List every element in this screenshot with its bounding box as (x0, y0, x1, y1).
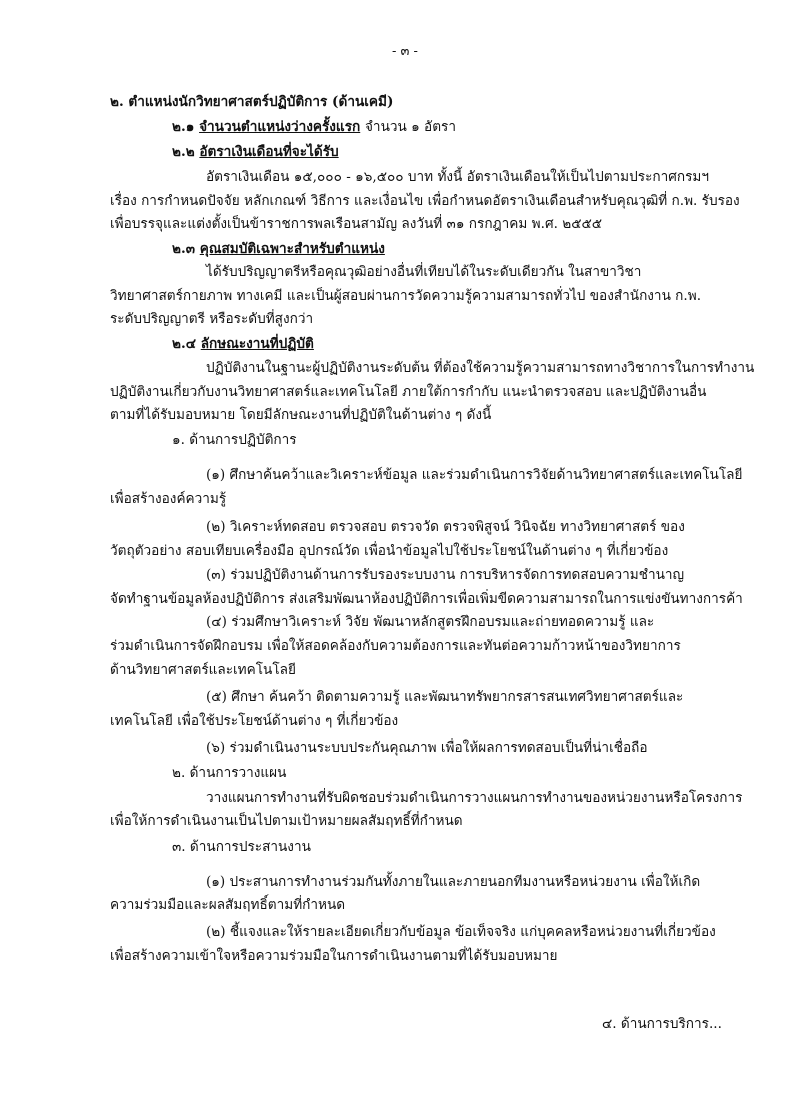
subsection-2-2 (172, 142, 339, 162)
paragraph-line: เรื่อง การกำหนดปัจจัย หลักเกณฑ์ วิธีการ และเงื่อนไข เพื่อกำหนดอัตราเงินเดือนสำหรับคุณวุฒิที่ ก.พ. รับรอง (110, 193, 740, 209)
subsection-value: จำนวน ๑ อัตรา (364, 119, 456, 135)
duty-item-line: เทคโนโลยี เพื่อใช้ประโยชน์ด้านต่าง ๆ ที่เกี่ยวข้อง (110, 713, 399, 729)
paragraph-line: วิทยาศาสตร์กายภาพ ทางเคมี และเป็นผู้สอบผ่านการวัดความรู้ความสามารถทั่วไป ของสำนักงาน ก.พ. (110, 288, 702, 304)
duty-item-line: วางแผนการทำงานที่รับผิดชอบร่วมดำเนินการวางแผนการทำงานของหน่วยงานหรือโครงการ (206, 790, 743, 806)
subsection-2-3 (172, 239, 385, 259)
paragraph-line: เพื่อบรรจุและแต่งตั้งเป็นข้าราชการพลเรือนสามัญ ลงวันที่ ๓๑ กรกฎาคม พ.ศ. ๒๕๕๕ (110, 216, 603, 232)
duty-item-line: เพื่อให้การดำเนินงานเป็นไปตามเป้าหมายผลสัมฤทธิ์ที่กำหนด (110, 813, 463, 829)
subsection-number: ๒.๒ (172, 144, 195, 160)
paragraph-line: ตามที่ได้รับมอบหมาย โดยมีลักษณะงานที่ปฏิบัติในด้านต่าง ๆ ดังนี้ (110, 407, 492, 423)
duty-item-line: (๒) วิเคราะห์ทดสอบ ตรวจสอบ ตรวจวัด ตรวจพิสูจน์ วินิจฉัย ทางวิทยาศาสตร์ ของ (206, 519, 685, 535)
paragraph-line: ปฏิบัติงานในฐานะผู้ปฏิบัติงานระดับต้น ที่ต้องใช้ความรู้ความสามารถทางวิชาการในการทำงาน (206, 360, 755, 376)
subsection-2-4 (172, 334, 314, 354)
page-number: - ๓ - (392, 44, 418, 59)
paragraph-line: ได้รับปริญญาตรีหรือคุณวุฒิอย่างอื่นที่เทียบได้ในระดับเดียวกัน ในสาขาวิชา (206, 264, 642, 280)
duty-item-line: เพื่อสร้างองค์ความรู้ (110, 491, 227, 507)
paragraph-line: อัตราเงินเดือน ๑๕,๐๐๐ - ๑๖,๕๐๐ บาท ทั้งนี้ อัตราเงินเดือนให้เป็นไปตามประกาศกรมฯ (206, 169, 709, 185)
duty-item-line: (๑) ประสานการทำงานร่วมกันทั้งภายในและภายนอกทีมงานหรือหน่วยงาน เพื่อให้เกิด (206, 874, 701, 890)
duty-item-line: จัดทำฐานข้อมูลห้องปฏิบัติการ ส่งเสริมพัฒนาห้องปฏิบัติการเพื่อเพิ่มขีดความสามารถในการแข่งขันทางการค้า (110, 591, 743, 607)
subsection-number: ๒.๑ (172, 119, 195, 135)
subsection-heading: คุณสมบัติเฉพาะสำหรับตำแหน่ง (199, 241, 385, 257)
paragraph-line: ปฏิบัติงานเกี่ยวกับงานวิทยาศาสตร์และเทคโนโลยี ภายใต้การกำกับ แนะนำตรวจสอบ และปฏิบัติงานอื่น (110, 384, 707, 400)
duty-item-line: ความร่วมมือและผลสัมฤทธิ์ตามที่กำหนด (110, 897, 346, 913)
duty-item-line: (๕) ศึกษา ค้นคว้า ติดตามความรู้ และพัฒนาทรัพยากรสารสนเทศวิทยาศาสตร์และ (206, 689, 684, 705)
subsection-number: ๒.๔ (172, 336, 196, 352)
subsection-heading: ลักษณะงานที่ปฏิบัติ (200, 336, 314, 352)
duty-item-line: ด้านวิทยาศาสตร์และเทคโนโลยี (110, 662, 296, 678)
duty-item-line: (๑) ศึกษาค้นคว้าและวิเคราะห์ข้อมูล และร่วมดำเนินการวิจัยด้านวิทยาศาสตร์และเทคโนโลยี (206, 467, 743, 483)
duty-item-line: (๒) ชี้แจงและให้รายละเอียดเกี่ยวกับข้อมูล ข้อเท็จจริง แก่บุคคลหรือหน่วยงานที่เกี่ยวข้อง (206, 924, 716, 940)
duty-heading: ๑. ด้านการปฏิบัติการ (172, 432, 297, 448)
subsection-heading: จำนวนตำแหน่งว่างครั้งแรก (199, 119, 361, 135)
duty-heading: ๓. ด้านการประสานงาน (172, 839, 311, 855)
duty-heading: ๒. ด้านการวางแผน (172, 765, 287, 781)
subsection-heading: อัตราเงินเดือนที่จะได้รับ (199, 144, 339, 160)
section-title: ๒. ตำแหน่งนักวิทยาศาสตร์ปฏิบัติการ (ด้านเคมี) (110, 94, 394, 110)
subsection-number: ๒.๓ (172, 241, 195, 257)
duty-item-line: (๔) ร่วมศึกษาวิเคราะห์ วิจัย พัฒนาหลักสูตรฝึกอบรมและถ่ายทอดความรู้ และ (206, 614, 655, 630)
continuation-note: ๔. ด้านการบริการ... (602, 1016, 722, 1032)
duty-item-line: (๖) ร่วมดำเนินงานระบบประกันคุณภาพ เพื่อให้ผลการทดสอบเป็นที่น่าเชื่อถือ (206, 740, 648, 756)
duty-item-line: (๓) ร่วมปฏิบัติงานด้านการรับรองระบบงาน การบริหารจัดการทดสอบความชำนาญ (206, 567, 685, 583)
duty-item-line: ร่วมดำเนินการจัดฝึกอบรม เพื่อให้สอดคล้องกับความต้องการและทันต่อความก้าวหน้าของวิทยาการ (110, 638, 681, 654)
subsection-2-1 (172, 117, 456, 137)
duty-item-line: วัตถุตัวอย่าง สอบเทียบเครื่องมือ อุปกรณ์วัด เพื่อนำข้อมูลไปใช้ประโยชน์ในด้านต่าง ๆ ที่เกี่ยวข้อง (110, 543, 669, 559)
duty-item-line: เพื่อสร้างความเข้าใจหรือความร่วมมือในการดำเนินงานตามที่ได้รับมอบหมาย (110, 948, 558, 964)
paragraph-line: ระดับปริญญาตรี หรือระดับที่สูงกว่า (110, 311, 314, 327)
